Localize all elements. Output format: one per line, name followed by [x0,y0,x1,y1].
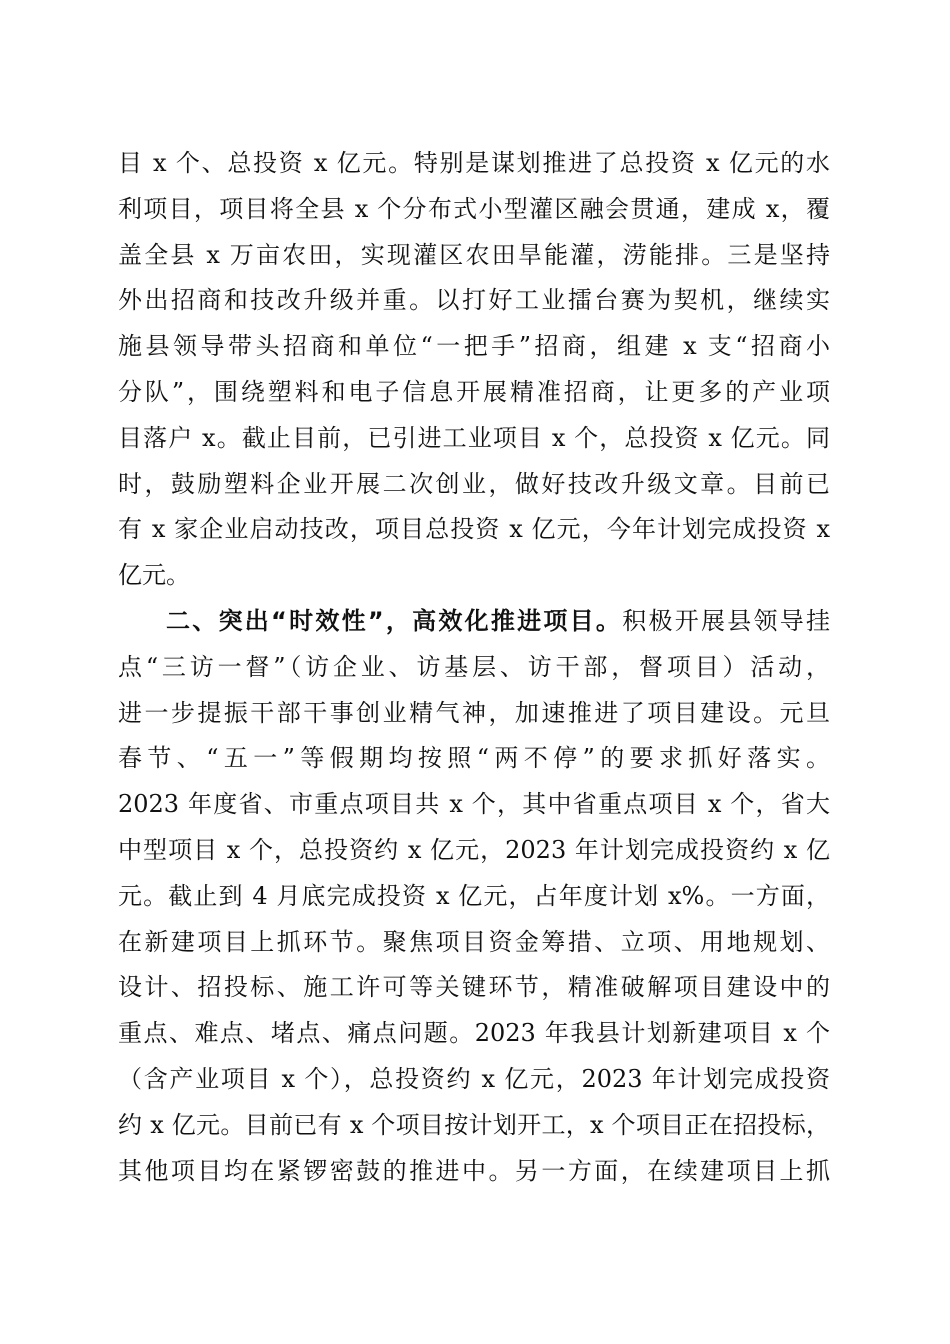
text-line: 分队”，围绕塑料和电子信息开展精准招商，让更多的产业项 [118,377,830,406]
text-line: 设计、招投标、施工许可等关键环节，精准破解项目建设中的 [118,973,830,1002]
text-line: 盖全县 x 万亩农田，实现灌区农田旱能灌，涝能排。三是坚持 [118,240,830,269]
text-line: 时，鼓励塑料企业开展二次创业，做好技改升级文章。目前已 [118,469,830,498]
heading-line-text: 积极开展县领导挂 [622,606,831,635]
text-line: 2023 年度省、市重点项目共 x 个，其中省重点项目 x 个，省大 [118,790,830,819]
text-line: 进一步提振干部干事创业精气神，加速推进了项目建设。元旦 [118,698,830,727]
paragraph-2 [118,599,830,1194]
document-body [118,141,830,1194]
text-line: 点“三访一督”（访企业、访基层、访干部，督项目）活动， [118,652,830,681]
text-line: 施县领导带头招商和单位“一把手”招商，组建 x 支“招商小 [118,332,830,361]
paragraph-1 [118,141,830,599]
text-line: 在新建项目上抓环节。聚焦项目资金筹措、立项、用地规划、 [118,927,830,956]
text-line: （含产业项目 x 个），总投资约 x 亿元，2023 年计划完成投资 [118,1064,830,1093]
heading-line [118,599,830,645]
text-line: 重点、难点、堵点、痛点问题。2023 年我县计划新建项目 x 个 [118,1019,830,1048]
section-heading: 二、突出“时效性”，高效化推进项目。 [166,606,623,635]
text-line: 约 x 亿元。目前已有 x 个项目按计划开工，x 个项目正在招投标， [118,1110,830,1139]
text-line: 中型项目 x 个，总投资约 x 亿元，2023 年计划完成投资约 x 亿 [118,835,830,864]
text-line: 有 x 家企业启动技改，项目总投资 x 亿元，今年计划完成投资 x [118,515,830,544]
text-line: 目落户 x。截止目前，已引进工业项目 x 个，总投资 x 亿元。同 [118,423,830,452]
text-line: 其他项目均在紧锣密鼓的推进中。另一方面，在续建项目上抓 [118,1156,830,1185]
text-line: 利项目，项目将全县 x 个分布式小型灌区融会贯通，建成 x，覆 [118,194,830,223]
text-line: 目 x 个、总投资 x 亿元。特别是谋划推进了总投资 x 亿元的水 [118,149,830,177]
text-line: 亿元。 [118,561,190,590]
text-line: 外出招商和技改升级并重。以打好工业擂台赛为契机，继续实 [118,286,830,315]
text-line: 元。截止到 4 月底完成投资 x 亿元，占年度计划 x%。一方面， [118,881,830,910]
text-line: 春节、“五一”等假期均按照“两不停”的要求抓好落实。 [118,744,830,773]
